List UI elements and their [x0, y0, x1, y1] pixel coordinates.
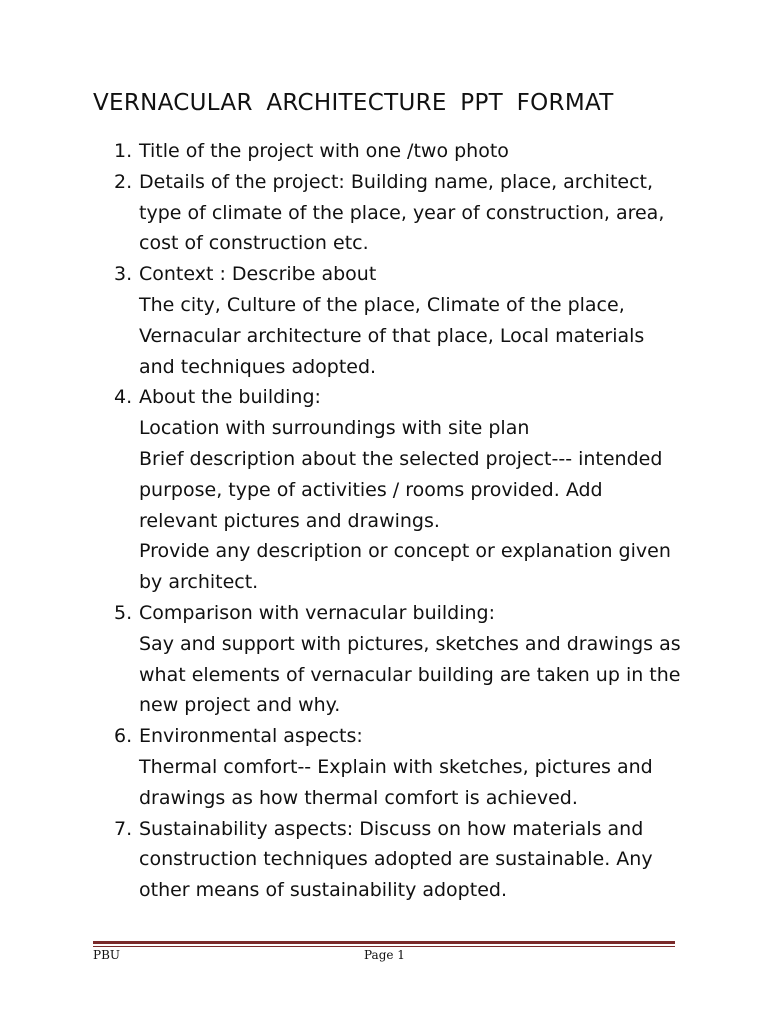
item-line: type of climate of the place, year of construction, area, — [139, 201, 665, 224]
item-line: Thermal comfort-- Explain with sketches, pictures and — [139, 755, 653, 778]
item-line: relevant pictures and drawings. — [139, 509, 440, 532]
item-line: Details of the project: Building name, place, architect, — [139, 170, 654, 193]
list-item — [114, 136, 694, 167]
item-line: Environmental aspects: — [139, 725, 363, 748]
format-list — [114, 136, 694, 906]
item-line: Comparison with vernacular building: — [139, 601, 496, 624]
item-number: 2. — [114, 170, 133, 193]
item-number: 6. — [114, 725, 133, 748]
item-line: construction techniques adopted are sustainable. Any — [139, 848, 653, 871]
list-item — [114, 167, 694, 259]
item-line: what elements of vernacular building are taken up in the — [139, 663, 681, 686]
footer-author: PBU — [93, 948, 121, 962]
item-line: Context : Describe about — [139, 263, 377, 286]
list-item — [114, 259, 694, 382]
item-line: Title of the project with one /two photo — [139, 140, 509, 162]
item-line: new project and why. — [139, 694, 341, 717]
list-item — [114, 382, 694, 598]
item-number: 7. — [114, 817, 133, 840]
list-item — [114, 721, 694, 813]
item-number: 3. — [114, 263, 133, 286]
item-line: The city, Culture of the place, Climate of the place, — [139, 293, 625, 316]
document-title: VERNACULAR ARCHITECTURE PPT FORMAT — [93, 90, 614, 116]
list-item — [114, 814, 694, 906]
item-line: other means of sustainability adopted. — [139, 879, 507, 902]
item-line: Provide any description or concept or explanation given — [139, 540, 671, 563]
item-line: purpose, type of activities / rooms provided. Add — [139, 478, 603, 501]
item-line: cost of construction etc. — [139, 232, 369, 255]
item-line: by architect. — [139, 571, 259, 594]
item-number: 4. — [114, 386, 133, 409]
item-number: 1. — [114, 140, 133, 162]
item-line: Sustainability aspects: Discuss on how materials and — [139, 817, 644, 840]
item-number: 5. — [114, 601, 133, 624]
item-line: Vernacular architecture of that place, Local materials — [139, 324, 645, 347]
item-line: Location with surroundings with site plan — [139, 417, 530, 440]
item-line: and techniques adopted. — [139, 355, 377, 378]
item-line: Brief description about the selected project--- intended — [139, 447, 663, 470]
list-item — [114, 598, 694, 721]
footer-rule-thick — [93, 941, 675, 944]
footer-rule-thin — [93, 946, 675, 947]
item-line: Say and support with pictures, sketches and drawings as — [139, 632, 681, 655]
page-number: Page 1 — [364, 948, 405, 962]
item-line: About the building: — [139, 386, 321, 409]
item-line: drawings as how thermal comfort is achieved. — [139, 786, 578, 809]
